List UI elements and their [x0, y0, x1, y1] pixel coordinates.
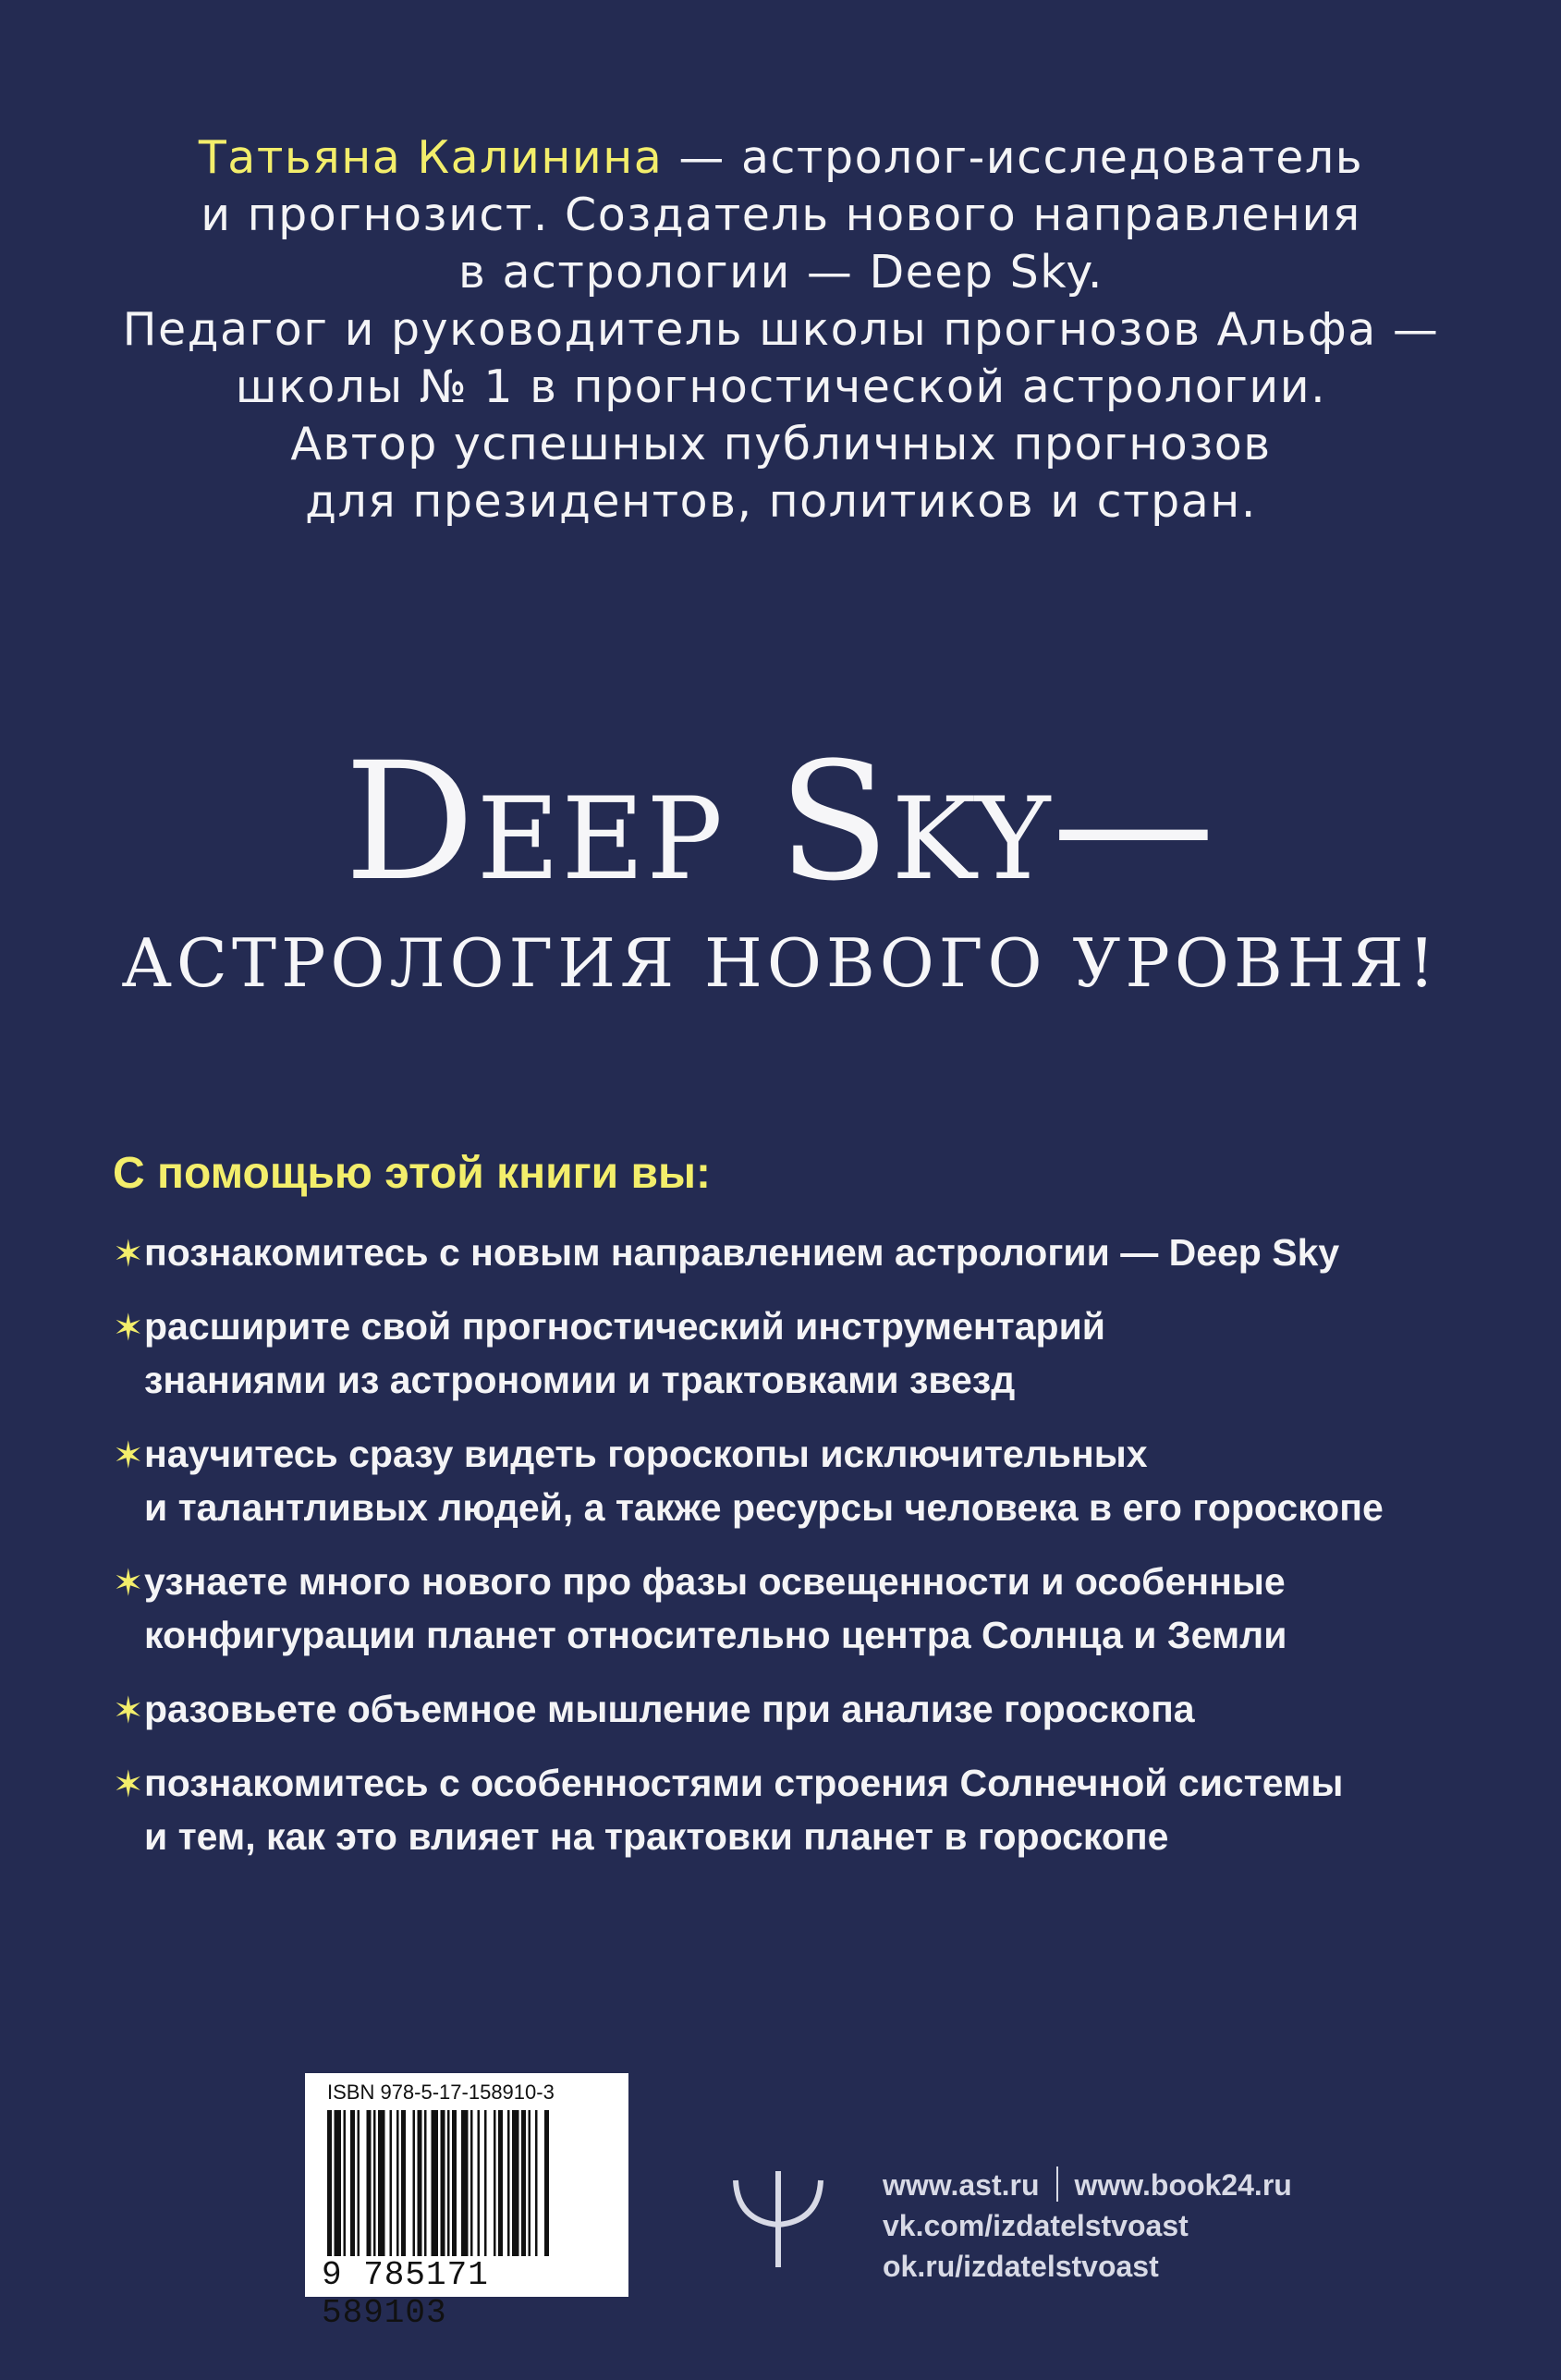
link-book24[interactable]: www.book24.ru: [1074, 2168, 1292, 2202]
list-item: ✶ узнаете много нового про фазы освещенности и особенные конфигурации планет относительно центра Солнца и Земли: [113, 1555, 1471, 1662]
list-item: ✶ познакомитесь с особенностями строения Солнечной системы и тем, как это влияет на трактовки планет в гороскопе: [113, 1756, 1471, 1863]
isbn-label: ISBN 978-5-17-158910-3: [327, 2081, 555, 2104]
barcode-digits: 9 785171 589103: [322, 2256, 489, 2332]
isbn-barcode: [305, 2073, 628, 2332]
list-item: ✶ расширите свой прогностический инструментарий знаниями из астрономии и трактовками звезд: [113, 1300, 1471, 1407]
link-ok[interactable]: ok.ru/izdatelstvoast: [883, 2250, 1159, 2283]
bio-line: и прогнозист. Создатель нового направления: [201, 189, 1361, 241]
bio-line: школы № 1 в прогностической астрологии.: [235, 360, 1327, 413]
star-icon: ✶: [113, 1690, 144, 1732]
star-icon: ✶: [113, 1307, 144, 1349]
benefits-section: [113, 1146, 1471, 1884]
headline: [0, 727, 1561, 1007]
headline-subtitle: АСТРОЛОГИЯ НОВОГО УРОВНЯ!: [121, 924, 1440, 1002]
barcode-bars: [327, 2110, 609, 2256]
bio-line-1: Татьяна Калинина — астролог-исследователь: [198, 131, 1364, 184]
link-ast[interactable]: www.ast.ru: [883, 2168, 1040, 2202]
bio-line: Автор успешных публичных прогнозов: [290, 418, 1272, 470]
bio-line: в астрологии — Deep Sky.: [458, 246, 1104, 299]
publisher-links: [883, 2165, 1292, 2287]
bio-line: для президентов, политиков и стран.: [305, 475, 1257, 528]
star-icon: ✶: [113, 1233, 144, 1275]
bio-line: Педагог и руководитель школы прогнозов Альфа —: [122, 303, 1440, 356]
benefits-list: [113, 1226, 1471, 1863]
list-item: ✶ разовьете объемное мышление при анализе гороскопа: [113, 1682, 1471, 1736]
divider: [1056, 2166, 1058, 2202]
star-icon: ✶: [113, 1434, 144, 1477]
star-icon: ✶: [113, 1764, 144, 1806]
author-bio: [102, 129, 1460, 531]
star-icon: ✶: [113, 1562, 144, 1605]
headline-title: Deep Sky—: [344, 727, 1217, 917]
list-item: ✶ научитесь сразу видеть гороскопы исключительных и талантливых людей, а также ресурсы человека в его гороскопе: [113, 1427, 1471, 1534]
list-item: ✶ познакомитесь с новым направлением астрологии — Deep Sky: [113, 1226, 1471, 1279]
psi-logo-icon: [730, 2167, 826, 2273]
author-name: Татьяна Калинина: [198, 131, 664, 184]
link-vk[interactable]: vk.com/izdatelstvoast: [883, 2209, 1189, 2242]
benefits-intro: С помощью этой книги вы:: [113, 1149, 711, 1198]
